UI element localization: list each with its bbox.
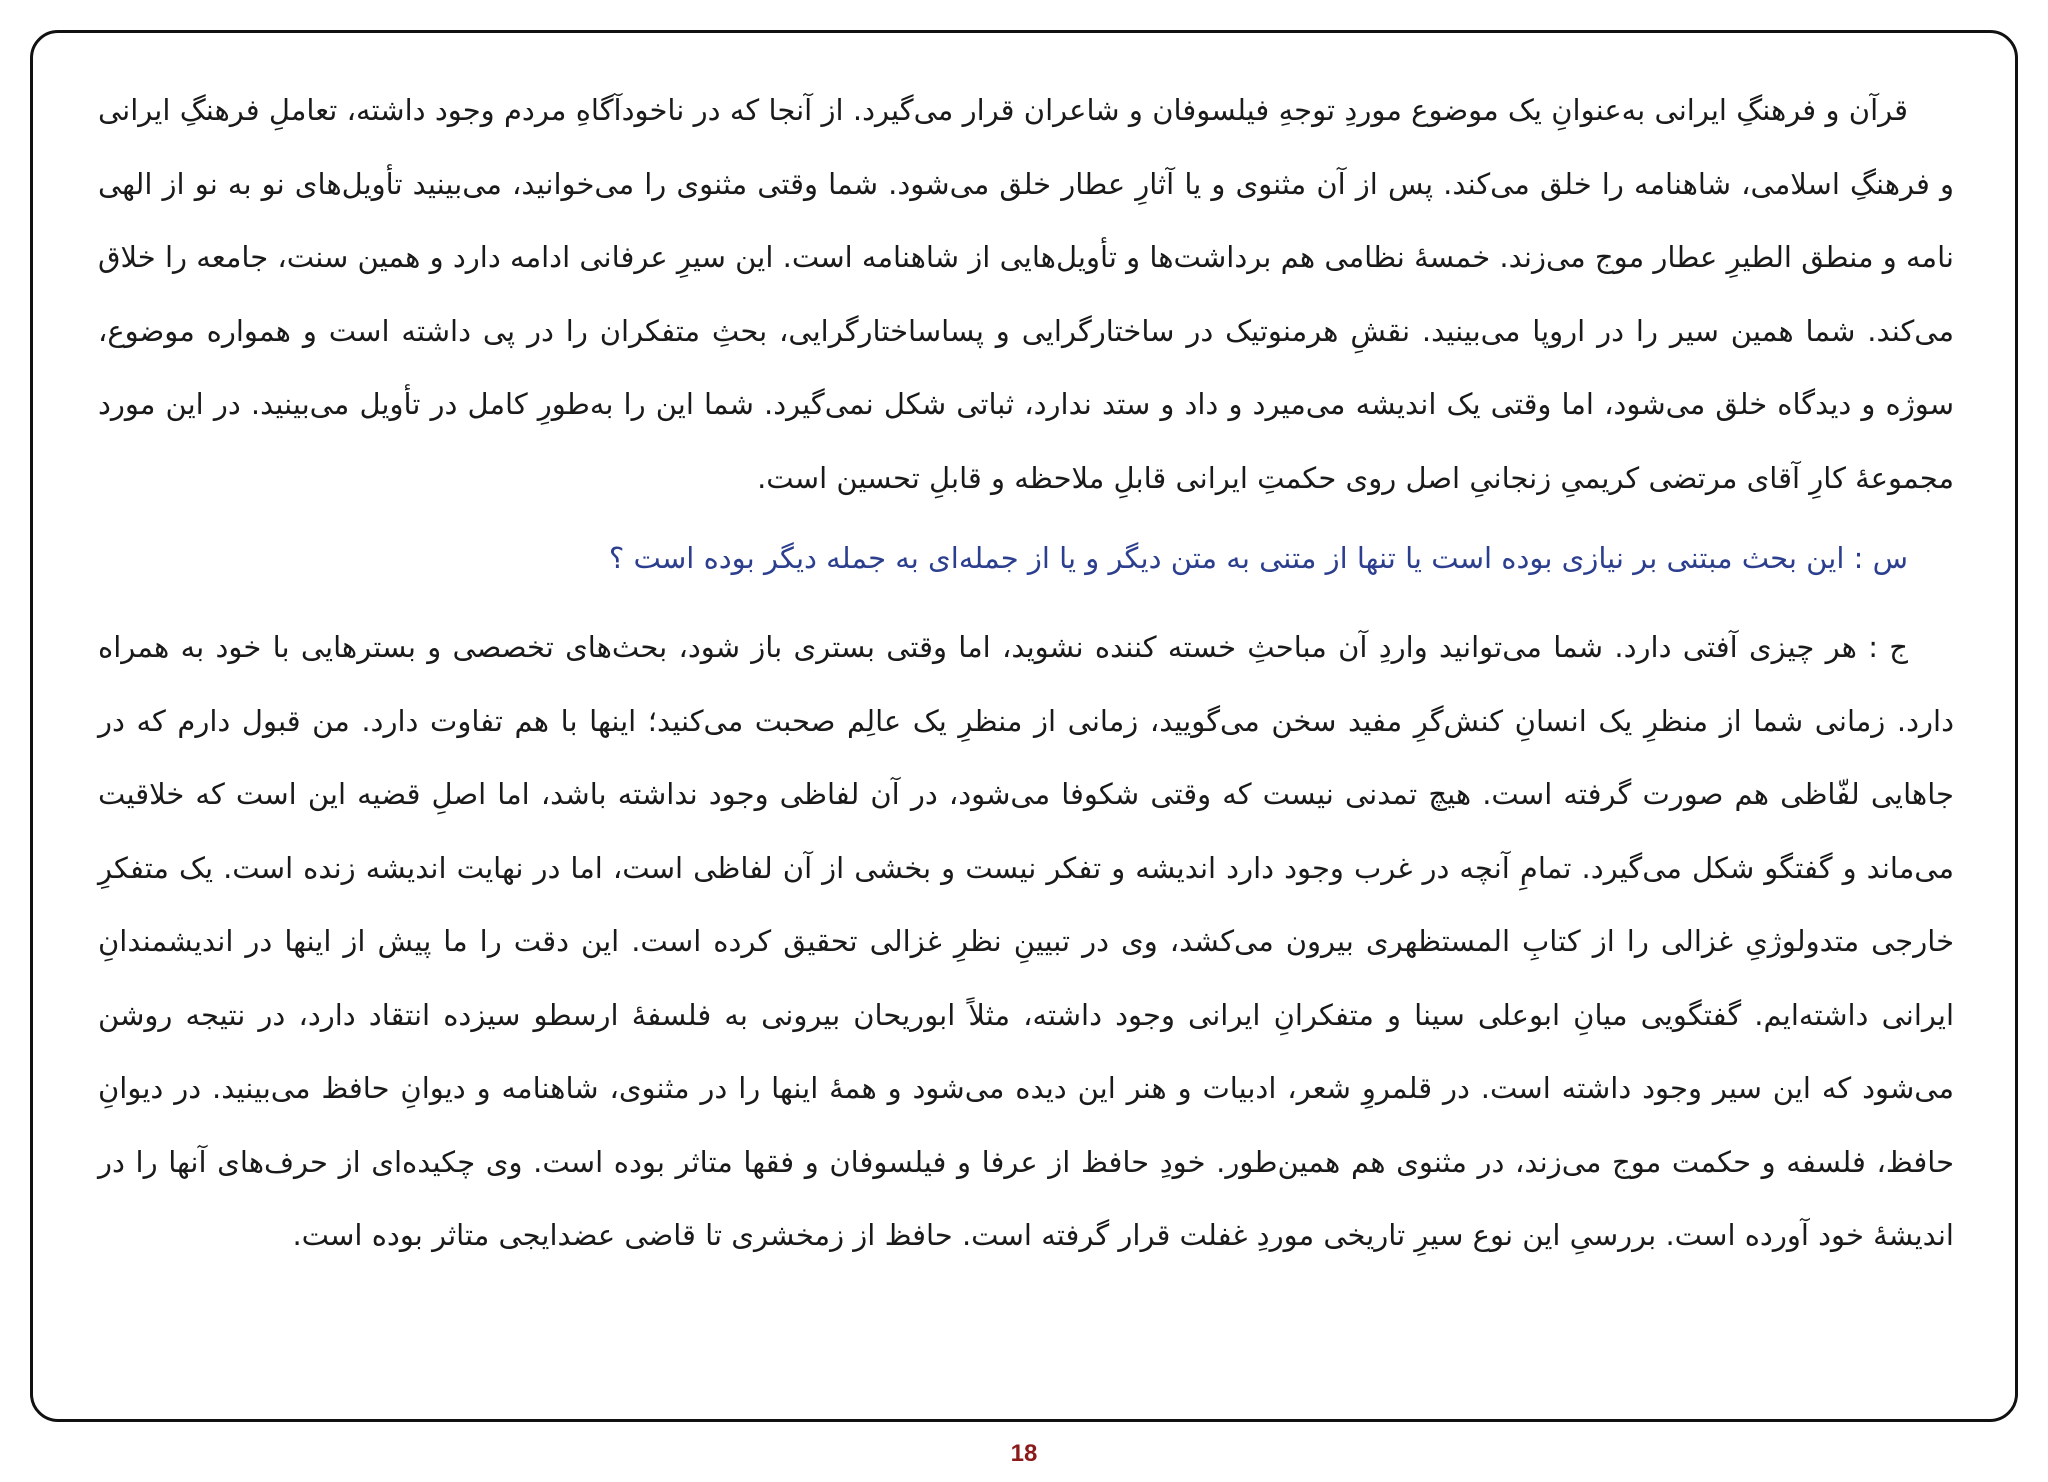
paragraph-intro: قرآن و فرهنگِ ایرانی به‌عنوانِ یک موضوع موردِ توجهِ فیلسوفان و شاعران قرار می‌گیرد. از آنجا که در ناخودآگاهِ مردم وجود داشته، تعاملِ فرهنگِ ایرانی و فرهنگِ اسلامی، شاهنامه را خلق می‌کند. پس از آن مثنوی و یا آثارِ عطار خلق می‌شود. شما وقتی مثنوی را می‌خوانید، می‌بینید تأویل‌های نو به نو از الهی نامه و منطق الطیرِ عطار موج می‌زند. خمسهٔ نظامی هم برداشت‌ها و تأویل‌هایی از شاهنامه است. این سیرِ عرفانی ادامه دارد و همین سنت، جامعه را خلاق می‌کند. شما همین سیر را در اروپا می‌بینید. نقشِ هرمنوتیک در ساختارگرایی و پساساختارگرایی، بحثِ متفکران را در پی داشته است و همواره موضوع، سوژه و دیدگاه خلق می‌شود، اما وقتی یک اندیشه می‌میرد و داد و ستد ندارد، ثباتی شکل نمی‌گیرد. شما این را به‌طورِ کامل در تأویل می‌بینید. در این مورد مجموعهٔ کارِ آقای مرتضی کریمیِ زنجانیِ اصل روی حکمتِ ایرانی قابلِ ملاحظه و قابلِ تحسین است. (98, 93, 1954, 495)
page-number: 18 (1010, 1440, 1038, 1467)
paragraph-answer: ج : هر چیزی آفتی دارد. شما می‌توانید واردِ آن مباحثِ خسته کننده نشوید، اما وقتی بستری باز شود، بحث‌های تخصصی و بسترهایی با خود به همراه دارد. زمانی شما از منظرِ یک انسانِ کنش‌گرِ مفید سخن می‌گویید، زمانی از منظرِ یک عالِم صحبت می‌کنید؛ اینها با هم تفاوت دارد. من قبول دارم که در جاهایی لفّاظی هم صورت گرفته است. هیچ تمدنی نیست که وقتی شکوفا می‌شود، در آن لفاظی وجود نداشته باشد، اما اصلِ قضیه این است که خلاقیت می‌ماند و گفتگو شکل می‌گیرد. تمامِ آنچه در غرب وجود دارد اندیشه و تفکر نیست و بخشی از آن لفاظی است، اما در نهایت اندیشه زنده است. یک متفکرِ خارجی متدولوژیِ غزالی را از کتابِ المستظهری بیرون می‌کشد، وی در تبیینِ نظرِ غزالی تحقیق کرده است. این دقت را ما پیش از اینها در اندیشمندانِ ایرانی داشته‌ایم. گفتگویی میانِ ابوعلی سینا و متفکرانِ ایرانی وجود داشته، مثلاً ابوریحان بیرونی به فلسفهٔ ارسطو سیزده انتقاد دارد، در نتیجه روشن می‌شود که این سیر وجود داشته است. در قلمروِ شعر، ادبیات و هنر این دیده می‌شود و همهٔ اینها را در مثنوی، شاهنامه و دیوانِ حافظ می‌بینید. در دیوانِ حافظ، فلسفه و حکمت موج می‌زند، در مثنوی هم همین‌طور. خودِ حافظ از عرفا و فیلسوفان و فقها متاثر بوده است. وی چکیده‌ای از حرف‌های آنها را در اندیشهٔ خود آورده است. بررسیِ این نوع سیرِ تاریخی موردِ غفلت قرار گرفته است. حافظ از زمخشری تا قاضی عضدایجی متاثر بوده است. (98, 630, 1954, 1252)
text-body (98, 74, 1954, 1273)
question-line: س : این بحث مبتنی بر نیازی بوده است یا تنها از متنی به متن دیگر و یا از جمله‌ای به جمله دیگر بوده است ؟ (608, 541, 1908, 575)
